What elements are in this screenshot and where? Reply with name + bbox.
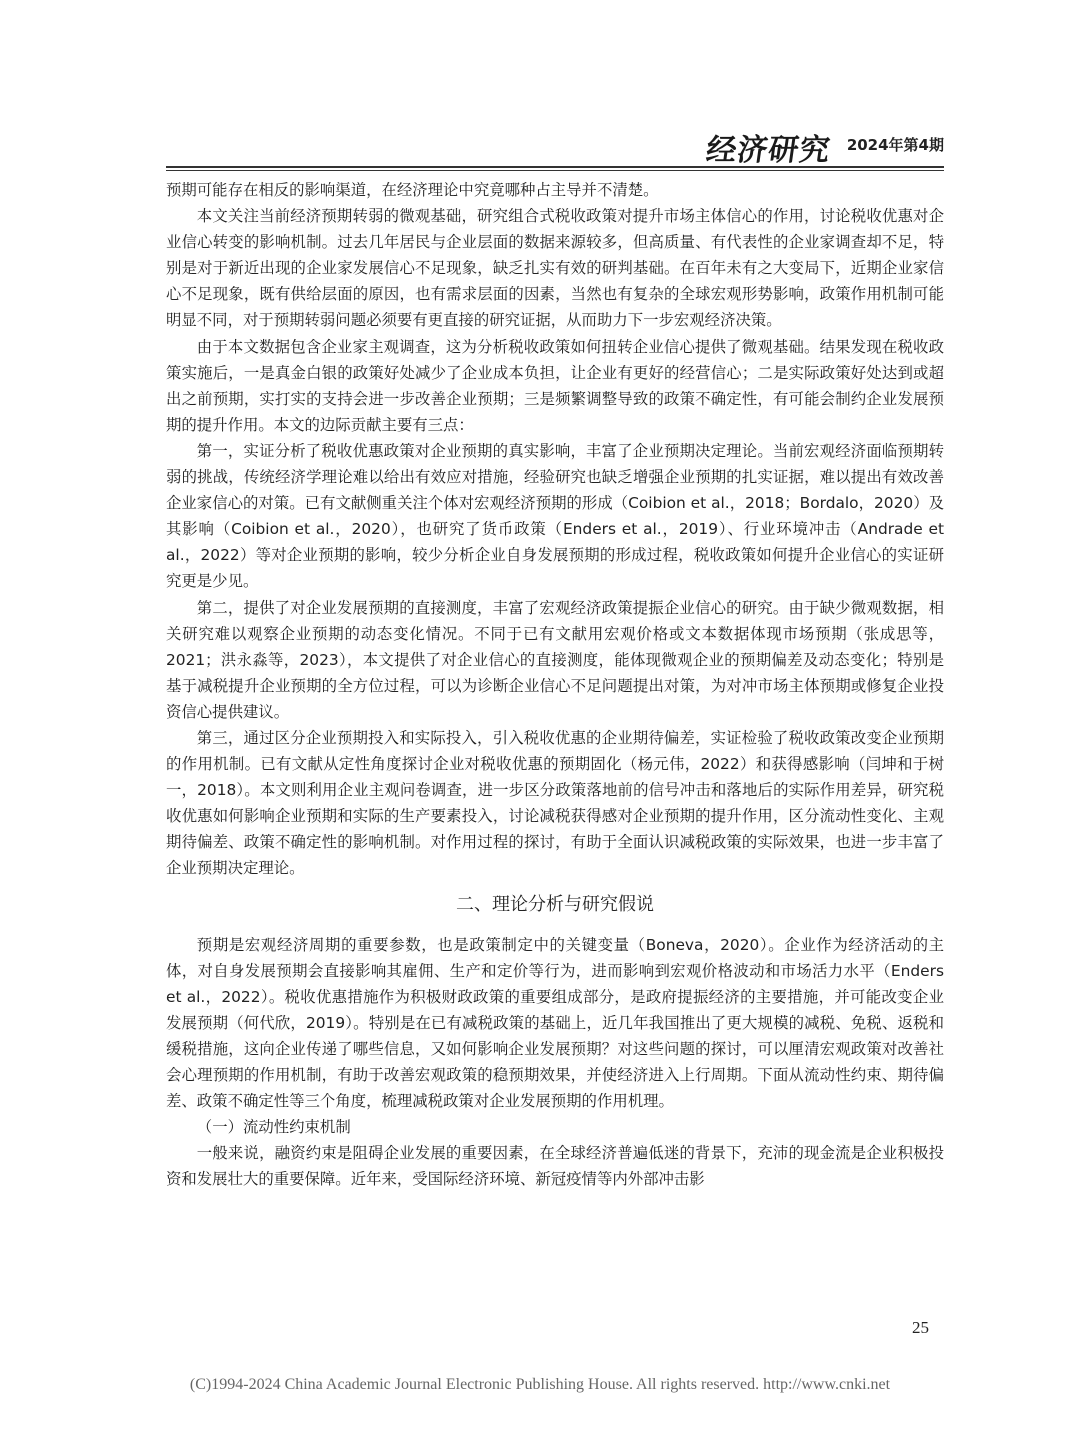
paragraph: 第三，通过区分企业预期投入和实际投入，引入税收优惠的企业期待偏差，实证检验了税收政策改变企业预期的作用机制。已有文献从定性角度探讨企业对税收优惠的预期固化（杨元伟，2022）和获得感影响（闫坤和于树一，2018）。本文则利用企业主观问卷调查，进一步区分政策落地前的信号冲击和落地后的实际作用差异，研究税收优惠如何影响企业预期和实际的生产要素投入，讨论减税获得感对企业预期的提升作用，区分流动性变化、主观期待偏差、政策不确定性的影响机制。对作用过程的探讨，有助于全面认识减税政策的实际效果，也进一步丰富了企业预期决定理论。: [166, 728, 944, 878]
copyright-notice: (C)1994-2024 China Academic Journal Electronic Publishing House. All rights reserved. http://www.cnki.net: [189, 1376, 891, 1393]
header-rule-thin: [166, 170, 944, 171]
header-rule: [166, 166, 944, 168]
page-number: 25: [912, 1318, 929, 1337]
page-header: [166, 121, 944, 171]
issue-label: 2024年第4期: [846, 136, 944, 154]
paragraph: 预期是宏观经济周期的重要参数，也是政策制定中的关键变量（Boneva，2020）。企业作为经济活动的主体，对自身发展预期会直接影响其雇佣、生产和定价等行为，进而影响到宏观价格波动和市场活力水平（Enders et al.，2022）。税收优惠措施作为积极财政政策的重要组成部分，是政府提振经济的主要措施，并可能改变企业发展预期（何代欣，2019）。特别是在已有减税政策的基础上，近几年我国推出了更大规模的减税、免税、返税和缓税措施，这向企业传递了哪些信息，又如何影响企业发展预期？对这些问题的探讨，可以厘清宏观政策对改善社会心理预期的作用机制，有助于改善宏观政策的稳预期效果，并使经济进入上行周期。下面从流动性约束、期待偏差、政策不确定性等三个角度，梳理减税政策对企业发展预期的作用机理。: [166, 935, 944, 1111]
paragraph: 由于本文数据包含企业家主观调查，这为分析税收政策如何扭转企业信心提供了微观基础。结果发现在税收政策实施后，一是真金白银的政策好处减少了企业成本负担，让企业有更好的经营信心；二是实际政策好处达到或超出之前预期，实打实的支持会进一步改善企业预期；三是频繁调整导致的政策不确定性，有可能会制约企业发展预期的提升作用。本文的边际贡献主要有三点：: [166, 337, 944, 434]
paragraph: 第二，提供了对企业发展预期的直接测度，丰富了宏观经济政策提振企业信心的研究。由于缺少微观数据，相关研究难以观察企业预期的动态变化情况。不同于已有文献用宏观价格或文本数据体现市场预期（张成思等，2021；洪永淼等，2023），本文提供了对企业信心的直接测度，能体现微观企业的预期偏差及动态变化；特别是基于减税提升企业预期的全方位过程，可以为诊断企业信心不足问题提出对策，为对冲市场主体预期或修复企业投资信心提供建议。: [166, 598, 944, 721]
section-heading: 二、理论分析与研究假说: [456, 893, 654, 915]
subsection-heading: （一）流动性约束机制: [196, 1118, 351, 1137]
paragraph: 预期可能存在相反的影响渠道，在经济理论中究竟哪种占主导并不清楚。: [166, 181, 659, 199]
article-body: [166, 177, 944, 1192]
paragraph: 第一，实证分析了税收优惠政策对企业预期的真实影响，丰富了企业预期决定理论。当前宏观经济面临预期转弱的挑战，传统经济学理论难以给出有效应对措施，经验研究也缺乏增强企业预期的扎实证据，难以提出有效改善企业家信心的对策。已有文献侧重关注个体对宏观经济预期的形成（Coibion et al.，2018；Bordalo，2020）及其影响（Coibion et al.，2020），也研究了货币政策（Enders et al.，2019）、行业环境冲击（Andrade et al.，2022）等对企业预期的影响，较少分析企业自身发展预期的形成过程，税收政策如何提升企业信心的实证研究更是少见。: [166, 441, 944, 591]
paragraph: 本文关注当前经济预期转弱的微观基础，研究组合式税收政策对提升市场主体信心的作用，讨论税收优惠对企业信心转变的影响机制。过去几年居民与企业层面的数据来源较多，但高质量、有代表性的企业家调查却不足，特别是对于新近出现的企业家发展信心不足现象，缺乏扎实有效的研判基础。在百年未有之大变局下，近期企业家信心不足现象，既有供给层面的原因，也有需求层面的因素，当然也有复杂的全球宏观形势影响，政策作用机制可能明显不同，对于预期转弱问题必须要有更直接的研究证据，从而助力下一步宏观经济决策。: [166, 207, 944, 330]
paragraph: 一般来说，融资约束是阻碍企业发展的重要因素，在全球经济普遍低迷的背景下，充沛的现金流是企业积极投资和发展壮大的重要保障。近年来，受国际经济环境、新冠疫情等内外部冲击影: [166, 1144, 944, 1189]
journal-logo: 经济研究: [704, 133, 833, 168]
